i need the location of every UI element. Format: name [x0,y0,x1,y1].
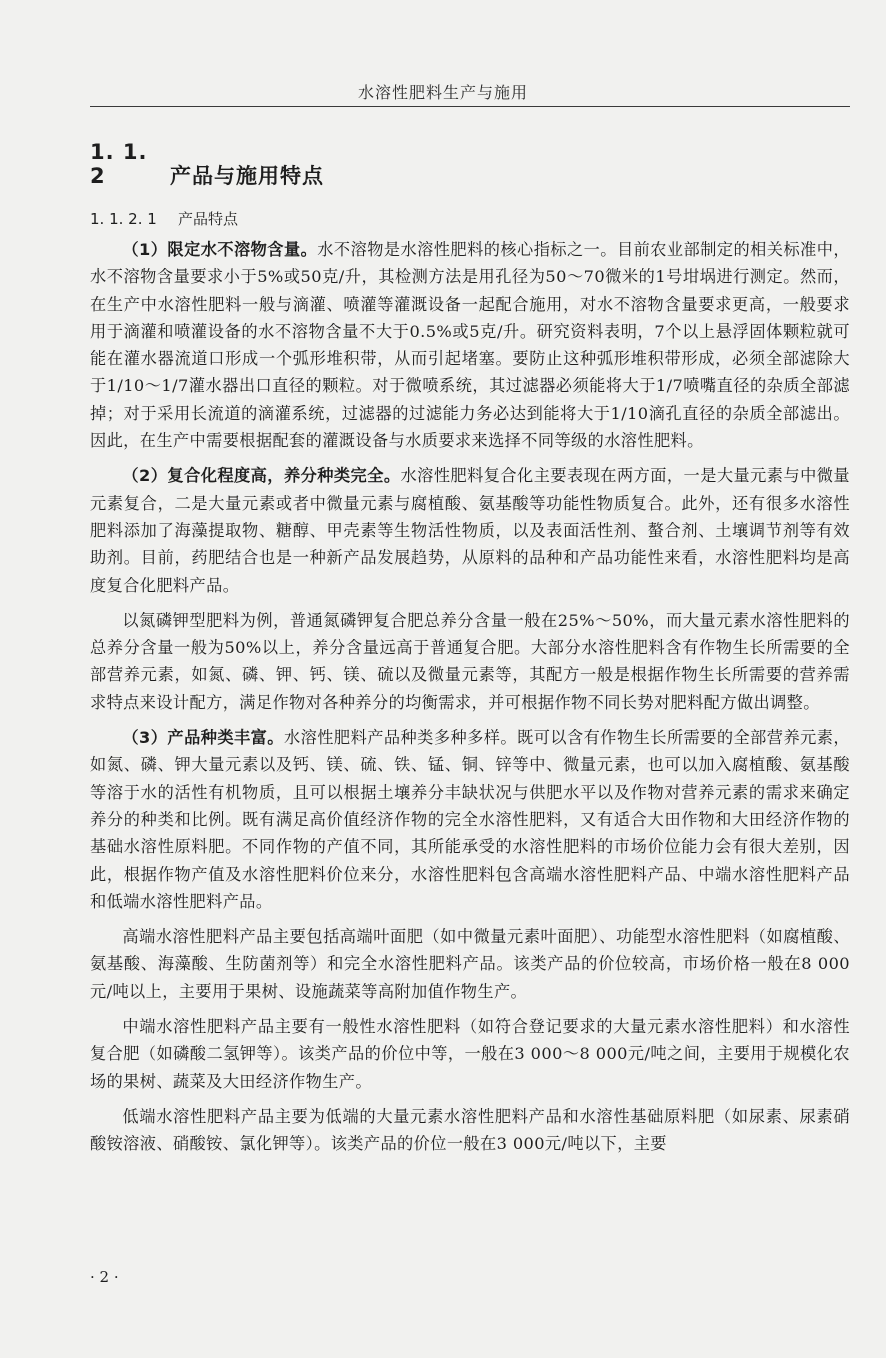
subsection-number: 1. 1. 2. 1 [90,210,157,228]
subsection-heading [90,206,850,232]
paragraph-2 [90,462,850,598]
section-number: 1. 1. 2 [90,140,148,188]
paragraph-1 [90,236,850,454]
subsection-title: 产品特点 [178,210,239,228]
paragraph-5-text: 高端水溶性肥料产品主要包括高端叶面肥（如中微量元素叶面肥）、功能型水溶性肥料（如腐植酸、氨基酸、海藻酸、生防菌剂等）和完全水溶性肥料产品。该类产品的价位较高，市场价格一般在8 000元/吨以上，主要用于果树、设施蔬菜等高附加值作物生产。 [90,927,850,1001]
paragraph-2-text: 水溶性肥料复合化主要表现在两方面，一是大量元素与中微量元素复合，二是大量元素或者中微量元素与腐植酸、氨基酸等功能性物质复合。此外，还有很多水溶性肥料添加了海藻提取物、糖醇、甲壳素等生物活性物质，以及表面活性剂、螯合剂、土壤调节剂等有效助剂。目前，药肥结合也是一种新产品发展趋势，从原料的品种和产品功能性来看，水溶性肥料均是高度复合化肥料产品。 [90,466,850,595]
paragraph-4-lead: （3）产品种类丰富。 [122,728,284,748]
paragraph-7-text: 低端水溶性肥料产品主要为低端的大量元素水溶性肥料产品和水溶性基础原料肥（如尿素、尿素硝酸铵溶液、硝酸铵、氯化钾等）。该类产品的价位一般在3 000元/吨以下，主要 [90,1106,850,1154]
paragraph-6 [90,1013,850,1095]
paragraph-4 [90,724,850,915]
section-heading [90,140,850,190]
paragraph-1-text: 水不溶物是水溶性肥料的核心指标之一。目前农业部制定的相关标准中，水不溶物含量要求小于5%或50克/升，其检测方法是用孔径为50～70微米的1号坩埚进行测定。然而，在生产中水溶性肥料一般与滴灌、喷灌等灌溉设备一起配合施用，对水不溶物含量要求更高，一般要求用于滴灌和喷灌设备的水不溶物含量不大于0.5%或5克/升。研究资料表明，7个以上悬浮固体颗粒就可能在灌水器流道口形成一个弧形堆积带，从而引起堵塞。要防止这种弧形堆积带形成，必须全部滤除大于1/10～1/7灌水器出口直径的颗粒。对于微喷系统，其过滤器必须能将大于1/7喷嘴直径的杂质全部滤掉；对于采用长流道的滴灌系统，过滤器的过滤能力务必达到能将大于1/10滴孔直径的杂质全部滤出。因此，在生产中需要根据配套的灌溉设备与水质要求来选择不同等级的水溶性肥料。 [90,240,850,451]
paragraph-2-lead: （2）复合化程度高，养分种类完全。 [122,466,401,486]
header-rule [90,106,850,107]
paragraph-3-text: 以氮磷钾型肥料为例，普通氮磷钾复合肥总养分含量一般在25%～50%，而大量元素水溶性肥料的总养分含量一般为50%以上，养分含量远高于普通复合肥。大部分水溶性肥料含有作物生长所需要的全部营养元素，如氮、磷、钾、钙、镁、硫以及微量元素等，其配方一般是根据作物生长所需要的营养需求特点来设计配方，满足作物对各种养分的均衡需求，并可根据作物不同长势对肥料配方做出调整。 [90,610,850,712]
page-body [90,140,850,1158]
page-number: · 2 · [90,1268,119,1286]
paragraph-1-lead: （1）限定水不溶物含量。 [122,240,318,259]
paragraph-5 [90,923,850,1005]
paragraph-7 [90,1103,850,1158]
paragraph-6-text: 中端水溶性肥料产品主要有一般性水溶性肥料（如符合登记要求的大量元素水溶性肥料）和水溶性复合肥（如磷酸二氢钾等）。该类产品的价位中等，一般在3 000～8 000元/吨之间，主要用于规模化农场的果树、蔬菜及大田经济作物生产。 [90,1017,850,1091]
paragraph-3 [90,607,850,716]
section-title: 产品与施用特点 [170,164,324,188]
running-head: 水溶性肥料生产与施用 [357,83,528,102]
paragraph-4-text: 水溶性肥料产品种类多种多样。既可以含有作物生长所需要的全部营养元素，如氮、磷、钾大量元素以及钙、镁、硫、铁、锰、铜、锌等中、微量元素，也可以加入腐植酸、氨基酸等溶于水的活性有机物质，且可以根据土壤养分丰缺状况与供肥水平以及作物对营养元素的需求来确定养分的种类和比例。既有满足高价值经济作物的完全水溶性肥料，又有适合大田作物和大田经济作物的基础水溶性原料肥。不同作物的产值不同，其所能承受的水溶性肥料的市场价位能力会有很大差别，因此，根据作物产值及水溶性肥料价位来分，水溶性肥料包含高端水溶性肥料产品、中端水溶性肥料产品和低端水溶性肥料产品。 [90,728,850,911]
